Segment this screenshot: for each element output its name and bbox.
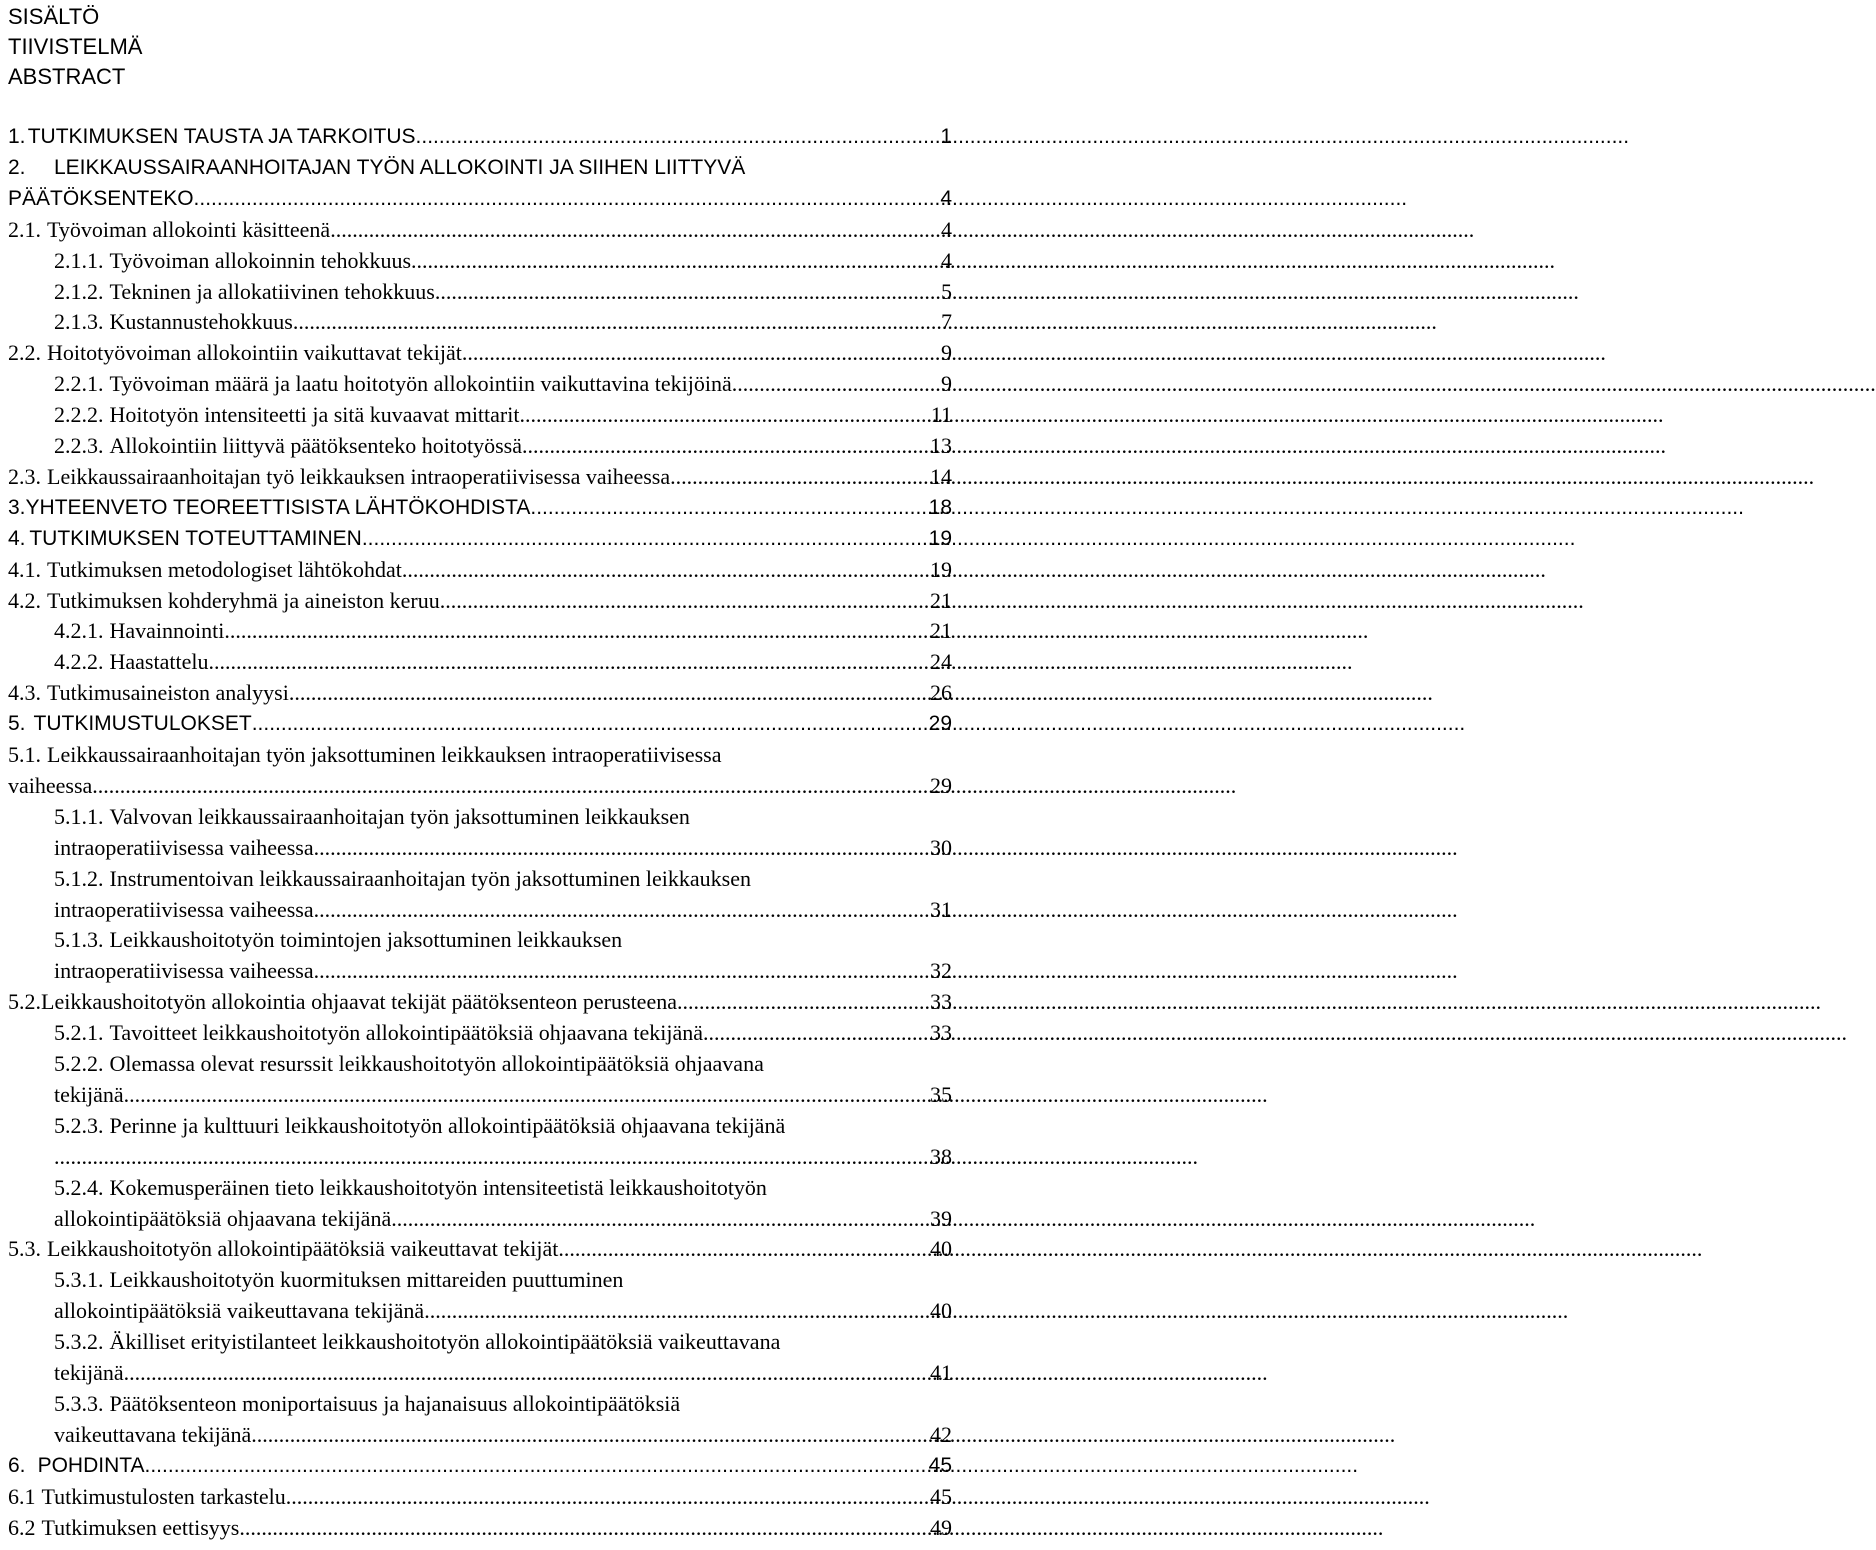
toc-entry-title: Olemassa olevat resurssit leikkaushoitotyön allokointipäätöksiä ohjaavana (109, 1051, 764, 1076)
toc-entry[interactable] (0, 399, 960, 430)
toc-entry-title: Työvoiman allokointi käsitteenä (47, 216, 331, 242)
toc-entry-page: 35 (930, 1081, 952, 1107)
toc-entry-continuation[interactable] (0, 1079, 960, 1110)
toc-entry-page: 19 (930, 556, 952, 582)
toc-entry-number: 2.3. (8, 463, 41, 489)
toc-dot-leader (194, 183, 937, 214)
toc-entry-title: Tutkimuksen metodologiset lähtökohdat (47, 556, 402, 582)
toc-entry-title: Tavoitteet leikkaushoitotyön allokointipäätöksiä ohjaavana tekijänä (109, 1020, 704, 1046)
toc-entry-title: Kustannustehokkuus (109, 309, 293, 335)
toc-dot-leader (558, 1233, 926, 1264)
toc-dot-leader (224, 615, 926, 646)
toc-entry-number: 2.1.1. (54, 247, 104, 273)
toc-dot-leader (289, 677, 926, 708)
toc-dot-leader (251, 1419, 926, 1450)
toc-entry-number: 4.3. (8, 680, 41, 706)
toc-entry-page: 19 (928, 526, 952, 550)
toc-entry[interactable] (0, 1326, 960, 1357)
toc-dot-leader (362, 523, 925, 554)
toc-dot-leader (293, 306, 937, 337)
toc-entry-title: Valvovan leikkaussairaanhoitajan työn jaksottuminen leikkauksen (109, 803, 690, 829)
toc-entry-page: 40 (930, 1236, 952, 1262)
toc-dot-leader (208, 646, 926, 677)
toc-dot-leader (732, 368, 937, 399)
toc-entry[interactable] (0, 1264, 960, 1295)
toc-entry-continuation[interactable] (0, 832, 960, 863)
toc-entry-number: 1. (8, 125, 26, 148)
toc-entry-title: Äkilliset erityistilanteet leikkaushoitotyön allokointipäätöksiä vaikeuttavana (109, 1329, 781, 1355)
heading-abstract: ABSTRACT (8, 64, 126, 89)
toc-entry-title: Kokemusperäinen tieto leikkaushoitotyön intensiteetistä leikkaushoitotyön (109, 1174, 767, 1200)
toc-entry-continuation[interactable] (0, 1419, 960, 1450)
toc-entry-title-cont: intraoperatiivisessa vaiheessa (54, 896, 314, 922)
toc-entry-title: POHDINTA (37, 1453, 145, 1477)
toc-entry[interactable] (0, 646, 960, 677)
toc-entry-page: 21 (930, 618, 952, 644)
toc-entry-number: 5.1.3. (54, 927, 104, 953)
toc-entry-title-cont: allokointipäätöksiä vaikeuttavana tekijänä (54, 1298, 425, 1324)
toc-entry-number: 6. (8, 1453, 26, 1477)
toc-entry-page: 33 (930, 1020, 952, 1046)
toc-dot-leader (124, 1079, 926, 1110)
toc-entry-number: 2.2. (8, 340, 41, 366)
toc-entry-page: 7 (941, 309, 952, 335)
toc-entry-page: 42 (930, 1421, 952, 1447)
toc-entry[interactable] (0, 924, 960, 955)
toc-entry-page: 41 (930, 1360, 952, 1385)
toc-entry-number: 5.1. (8, 742, 41, 767)
toc-entry-title: Haastattelu (109, 649, 209, 675)
toc-entry-title: Havainnointi (109, 618, 225, 644)
toc-dot-leader (519, 399, 926, 430)
toc-entry-continuation[interactable] (0, 1203, 960, 1234)
toc-entry[interactable] (0, 461, 960, 492)
toc-entry[interactable] (0, 585, 960, 616)
toc-entry[interactable] (0, 1512, 960, 1543)
toc-entry-title: Leikkaussairaanhoitajan työn jaksottuminen leikkauksen intraoperatiivisessa (47, 742, 722, 767)
toc-entry-page: 45 (930, 1483, 952, 1509)
toc-dot-leader (286, 1481, 926, 1512)
toc-entry[interactable] (0, 1172, 960, 1203)
toc-entry-number: 5.1.2. (54, 865, 104, 891)
toc-dot-leader (239, 1512, 926, 1543)
toc-entry-continuation[interactable] (0, 955, 960, 986)
toc-dot-leader (416, 121, 937, 152)
toc-entry[interactable] (0, 245, 960, 276)
toc-entry-number: 2. (8, 155, 26, 179)
toc-entry-continuation[interactable] (0, 1141, 960, 1172)
toc-entry-number: 4.2.1. (54, 618, 104, 644)
toc-entry-title: YHTEENVETO TEOREETTISISTA LÄHTÖKOHDISTA (25, 495, 531, 519)
toc-entry-number: 4. (8, 526, 26, 550)
toc-entry-number: 5.3. (8, 1236, 41, 1262)
toc-entry[interactable] (0, 615, 960, 646)
toc-entry-page: 4 (941, 247, 952, 273)
toc-entry[interactable] (0, 677, 960, 708)
toc-entry-page: 32 (930, 958, 952, 984)
toc-dot-leader (670, 461, 926, 492)
toc-entry[interactable] (0, 276, 960, 307)
toc-entry[interactable] (0, 306, 960, 337)
toc-entry-page: 11 (930, 402, 952, 428)
toc-entry-title: Tutkimuksen eettisyys (41, 1514, 240, 1540)
toc-dot-leader (522, 430, 926, 461)
toc-dot-leader (462, 337, 937, 368)
toc-entry-number: 5.2.2. (54, 1051, 104, 1076)
toc-entry-number: 5.2.1. (54, 1020, 104, 1046)
toc-entry-title: TUTKIMUKSEN TAUSTA JA TARKOITUS (27, 125, 416, 148)
toc-entry[interactable] (0, 986, 960, 1017)
toc-entry-title-cont: allokointipäätöksiä ohjaavana tekijänä (54, 1205, 392, 1231)
toc-dot-leader (314, 832, 926, 863)
toc-entry-title: Hoitotyön intensiteetti ja sitä kuvaavat mittarit (109, 402, 520, 428)
toc-dot-leader (440, 585, 926, 616)
toc-dot-leader (54, 1141, 926, 1172)
toc-entry[interactable] (0, 121, 960, 152)
toc-entry[interactable] (0, 1388, 960, 1419)
toc-entry-page: 26 (930, 680, 952, 706)
toc-entry-title: Työvoiman määrä ja laatu hoitotyön allokointiin vaikuttavina tekijöinä (109, 371, 732, 397)
toc-entry-page: 45 (928, 1453, 952, 1477)
toc-entry[interactable] (0, 554, 960, 585)
toc-entry-page: 1 (940, 125, 952, 148)
toc-entry-title: LEIKKAUSSAIRAANHOITAJAN TYÖN ALLOKOINTI JA SIIHEN LIITTYVÄ (54, 155, 746, 179)
heading-sisalto: SISÄLTÖ (8, 4, 100, 29)
toc-dot-leader (411, 245, 937, 276)
toc-entry-number: 5.1.1. (54, 803, 104, 829)
toc-entry[interactable] (0, 1233, 960, 1264)
toc-entry-page: 13 (930, 433, 952, 458)
toc-entry-number: 4.2.2. (54, 649, 104, 675)
toc-dot-leader (530, 492, 924, 523)
toc-entry[interactable] (0, 1110, 960, 1141)
toc-dot-leader (124, 1357, 926, 1388)
toc-entry-number: 2.1. (8, 216, 41, 242)
toc-entry-title: Päätöksenteon moniportaisuus ja hajanaisuus allokointipäätöksiä (109, 1390, 681, 1416)
toc-entry-number: 4.1. (8, 556, 41, 582)
toc-entry-title-cont: vaiheessa (8, 772, 93, 798)
toc-entry-page: 4 (940, 186, 952, 210)
toc-entry[interactable] (0, 337, 960, 368)
toc-entry-number: 2.2.3. (54, 433, 104, 458)
toc-entry-title: TUTKIMUSTULOKSET (33, 712, 252, 736)
toc-entry-title-cont: tekijänä (54, 1360, 124, 1385)
heading-tiivistelma: TIIVISTELMÄ (8, 34, 143, 59)
toc-entry-title: Hoitotyövoiman allokointiin vaikuttavat tekijät (47, 340, 462, 366)
toc-entry-page: 24 (930, 649, 952, 675)
toc-dot-leader (402, 554, 926, 585)
toc-entry-title: TUTKIMUKSEN TOTEUTTAMINEN (29, 526, 362, 550)
toc-entry-number: 6.2 (8, 1514, 36, 1540)
toc-entry-title-cont: intraoperatiivisessa vaiheessa (54, 834, 314, 860)
toc-entry[interactable] (0, 368, 960, 399)
toc-dot-leader (314, 955, 926, 986)
toc-entry[interactable] (0, 1481, 960, 1512)
toc-entry-page: 21 (930, 587, 952, 613)
toc-entry-title: Leikkaushoitotyön allokointia ohjaavat tekijät päätöksenteon perusteena (41, 989, 677, 1015)
toc-entry-page: 38 (930, 1143, 952, 1169)
toc-entry-number: 5.2. (8, 989, 41, 1015)
toc-dot-leader (391, 1203, 926, 1234)
toc-entry-page: 29 (930, 772, 952, 798)
toc-entry-page: 30 (930, 834, 952, 860)
toc-entry-title: Leikkaushoitotyön toimintojen jaksottuminen leikkauksen (109, 927, 623, 953)
toc-entry-title: Tutkimustulosten tarkastelu (41, 1483, 286, 1509)
toc-entry-title: Perinne ja kulttuuri leikkaushoitotyön allokointipäätöksiä ohjaavana tekijänä (109, 1112, 786, 1138)
toc-entry[interactable] (0, 863, 960, 894)
toc-entry-page: 18 (928, 495, 952, 519)
toc-entry-page: 31 (930, 896, 952, 922)
toc-entry-continuation[interactable] (0, 183, 960, 214)
toc-entry-title-cont: vaikeuttavana tekijänä (54, 1421, 252, 1447)
toc-entry-number: 4.2. (8, 587, 41, 613)
toc-entry-page: 9 (941, 340, 952, 366)
toc-entry-number: 5.3.1. (54, 1267, 104, 1293)
toc-entry-page: 5 (941, 278, 952, 304)
toc-entry-page: 9 (941, 371, 952, 397)
toc-entry[interactable] (0, 1450, 960, 1481)
toc-entry-title-cont: PÄÄTÖKSENTEKO (8, 186, 194, 210)
toc-entry-page: 39 (930, 1205, 952, 1231)
toc-entry-number: 2.1.3. (54, 309, 104, 335)
toc-entry-page: 40 (930, 1298, 952, 1324)
toc-entry-number: 5.2.4. (54, 1174, 104, 1200)
toc-entry[interactable] (0, 708, 960, 739)
toc-entry-continuation[interactable] (0, 1357, 960, 1388)
toc-entry-page: 33 (930, 989, 952, 1015)
toc-dot-leader (330, 214, 937, 245)
toc-entry-number: 2.2.2. (54, 402, 104, 428)
toc-entry-number: 2.1.2. (54, 278, 104, 304)
toc-entry[interactable] (0, 523, 960, 554)
toc-dot-leader (92, 770, 926, 801)
toc-entry-title: Allokointiin liittyvä päätöksenteko hoitotyössä (109, 433, 522, 458)
toc-entry-title: Työvoiman allokoinnin tehokkuus (109, 247, 412, 273)
toc-entry-number: 5.3.3. (54, 1390, 104, 1416)
toc-entry-page: 49 (930, 1514, 952, 1540)
toc-entry-title: Tutkimusaineiston analyysi (47, 680, 289, 706)
toc-dot-leader (424, 1295, 926, 1326)
toc-entry-number: 5.2.3. (54, 1112, 104, 1138)
toc-dot-leader (677, 986, 926, 1017)
toc-entry-number: 5. (8, 712, 26, 736)
toc-entry-title: Leikkaushoitotyön kuormituksen mittareiden puuttuminen (109, 1267, 624, 1293)
toc-entry-title: Tutkimuksen kohderyhmä ja aineiston keruu (47, 587, 440, 613)
toc-dot-leader (703, 1017, 926, 1048)
toc-entry-title-cont: tekijänä (54, 1081, 124, 1107)
toc-dot-leader (314, 894, 926, 925)
toc-entry-page: 14 (930, 463, 952, 489)
toc-entry[interactable] (0, 801, 960, 832)
toc-entry-page: 4 (941, 216, 952, 242)
toc-entry[interactable] (0, 492, 960, 523)
toc-dot-leader (145, 1450, 925, 1481)
toc-entry-title: Instrumentoivan leikkaussairaanhoitajan työn jaksottuminen leikkauksen (109, 865, 752, 891)
toc-entry-continuation[interactable] (0, 1295, 960, 1326)
toc-entry[interactable] (0, 739, 960, 770)
toc-entry-title-cont: intraoperatiivisessa vaiheessa (54, 958, 314, 984)
toc-entry[interactable] (0, 214, 960, 245)
toc-entry[interactable] (0, 1017, 960, 1048)
toc-entry-number: 3. (8, 495, 26, 519)
toc-entry-page: 29 (928, 712, 952, 736)
toc-entry-title: Leikkaussairaanhoitajan työ leikkauksen intraoperatiivisessa vaiheessa (47, 463, 671, 489)
toc-entry[interactable] (0, 430, 960, 461)
toc-entry-continuation[interactable] (0, 894, 960, 925)
toc-entry-title: Tekninen ja allokatiivinen tehokkuus (109, 278, 435, 304)
toc-entry-continuation[interactable] (0, 770, 960, 801)
toc-entry-number: 6.1 (8, 1483, 36, 1509)
toc-dot-leader (252, 708, 925, 739)
toc-entry[interactable] (0, 1048, 960, 1079)
toc-entry-number: 5.3.2. (54, 1329, 104, 1355)
toc-entry-number: 2.2.1. (54, 371, 104, 397)
toc-entry[interactable] (0, 152, 960, 183)
toc-dot-leader (435, 276, 937, 307)
toc-entry-title: Leikkaushoitotyön allokointipäätöksiä vaikeuttavat tekijät (47, 1236, 559, 1262)
